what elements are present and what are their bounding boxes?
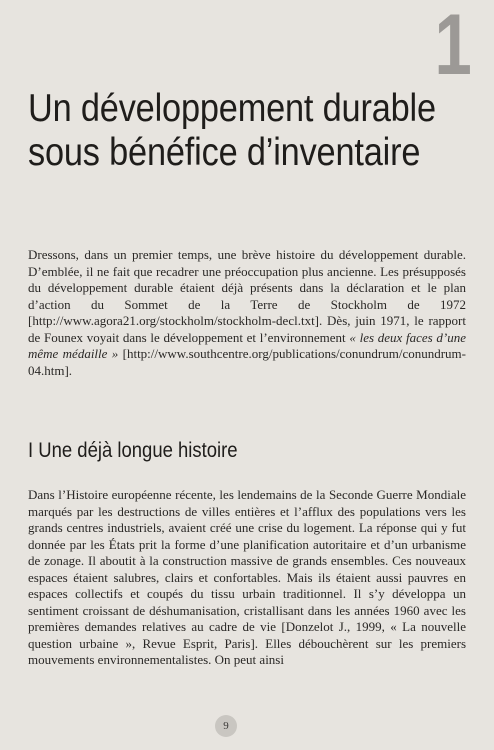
chapter-title [28,87,468,175]
chapter-title-line-2: sous bénéfice d’inventaire [28,131,421,174]
section-paragraph: Dans l’Histoire européenne récente, les lendemains de la Seconde Guerre Mondiale marqués par les destructions de villes entières et l’afflux des populations vers les grands centres industriels, avaient créé une crise du logement. La réponse qui y fut donnée par les États prit la forme d’une planification autoritaire et d’un urbanisme de zonage. Il aboutit à la construction massive de grands ensembles. Ces nouveaux espaces étaient salubres, clairs et confortables. Mais ils étaient aussi pauvres en espaces collectifs et coupés du tissu urbain traditionnel. Il s’y développa un sentiment croissant de déshumanisation, cristallisant dans les années 1960 avec les premières demandes relatives au cadre de vie [Donzelot J., 1999, « La nouvelle question urbaine », Revue Esprit, Paris]. Elles débouchèrent sur les premiers mouvements environnementalistes. On peut ainsi [28,487,466,667]
section-heading: I Une déjà longue histoire [28,439,238,462]
page-number: 9 [215,715,237,737]
chapter-number: 1 [434,0,472,93]
chapter-title-line-1: Un développement durable [28,87,436,130]
intro-paragraph [28,247,466,379]
intro-text-after: [http://www.southcentre.org/publications/conundrum/conundrum-04.htm]. [28,346,466,378]
faint-running-header [118,8,418,30]
intro-italic-quote: « les deux faces d’une même médaille » [28,329,467,361]
intro-text-before: Dressons, dans un premier temps, une brève histoire du développement durable. D’emblée, il ne fait que recadrer une préoccupation plus ancienne. Les présupposés du développement durable étaient déjà présents dans la déclaration et le plan d’action du Sommet de la Terre de Stockholm de 1972 [http://www.agora21.org/stockholm/stockholm-decl.txt]. Dès, juin 1971, le rapport de Founex voyait dans le développement et l’environnement [28,247,466,345]
